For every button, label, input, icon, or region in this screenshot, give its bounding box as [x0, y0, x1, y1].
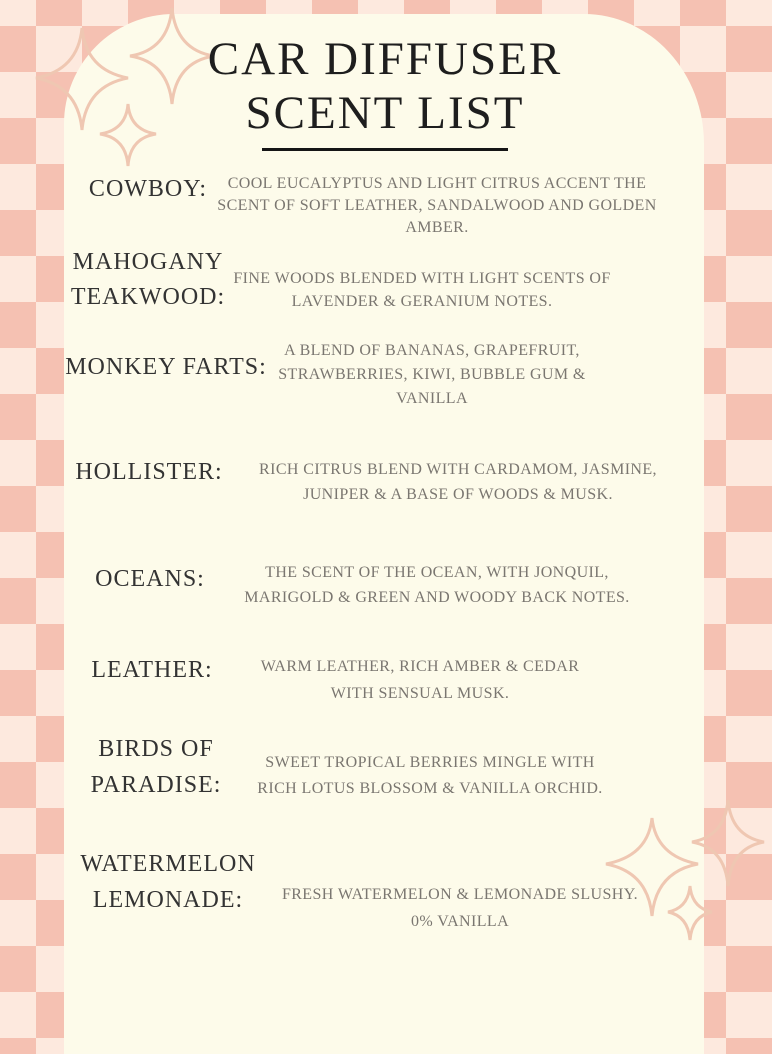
scent-description: THE SCENT OF THE OCEAN, WITH JONQUIL, MARIGOLD & GREEN AND WOODY BACK NOTES. — [244, 564, 630, 606]
page-title-line2: SCENT LIST — [245, 87, 525, 139]
scent-name: MAHOGANY TEAKWOOD: — [70, 249, 226, 310]
scent-description: RICH CITRUS BLEND WITH CARDAMOM, JASMINE, JUNIPER & A BASE OF WOODS & MUSK. — [259, 461, 657, 503]
scent-name: LEATHER: — [91, 657, 213, 683]
scent-description: FRESH WATERMELON & LEMONADE SLUSHY. 0% VANILLA — [281, 886, 639, 930]
scent-description: FINE WOODS BLENDED WITH LIGHT SCENTS OF LAVENDER & GERANIUM NOTES. — [233, 270, 611, 310]
scent-name: WATERMELON LEMONADE: — [80, 851, 256, 913]
scent-name: BIRDS OF PARADISE: — [90, 736, 222, 798]
scent-name: OCEANS: — [95, 566, 205, 592]
scent-name: HOLLISTER: — [75, 459, 223, 485]
scent-description: WARM LEATHER, RICH AMBER & CEDAR WITH SENSUAL MUSK. — [260, 658, 580, 702]
title-underline — [262, 148, 508, 151]
page-title-line1: CAR DIFFUSER — [207, 33, 563, 85]
scent-name: COWBOY: — [88, 176, 208, 202]
scent-description: COOL EUCALYPTUS AND LIGHT CITRUS ACCENT THE SCENT OF SOFT LEATHER, SANDALWOOD AND GOLDEN AMBER. — [217, 175, 657, 236]
scent-description: SWEET TROPICAL BERRIES MINGLE WITH RICH LOTUS BLOSSOM & VANILLA ORCHID. — [257, 754, 603, 797]
scent-description: A BLEND OF BANANAS, GRAPEFRUIT, STRAWBERRIES, KIWI, BUBBLE GUM & VANILLA — [278, 342, 586, 407]
scent-name: MONKEY FARTS: — [65, 354, 267, 380]
